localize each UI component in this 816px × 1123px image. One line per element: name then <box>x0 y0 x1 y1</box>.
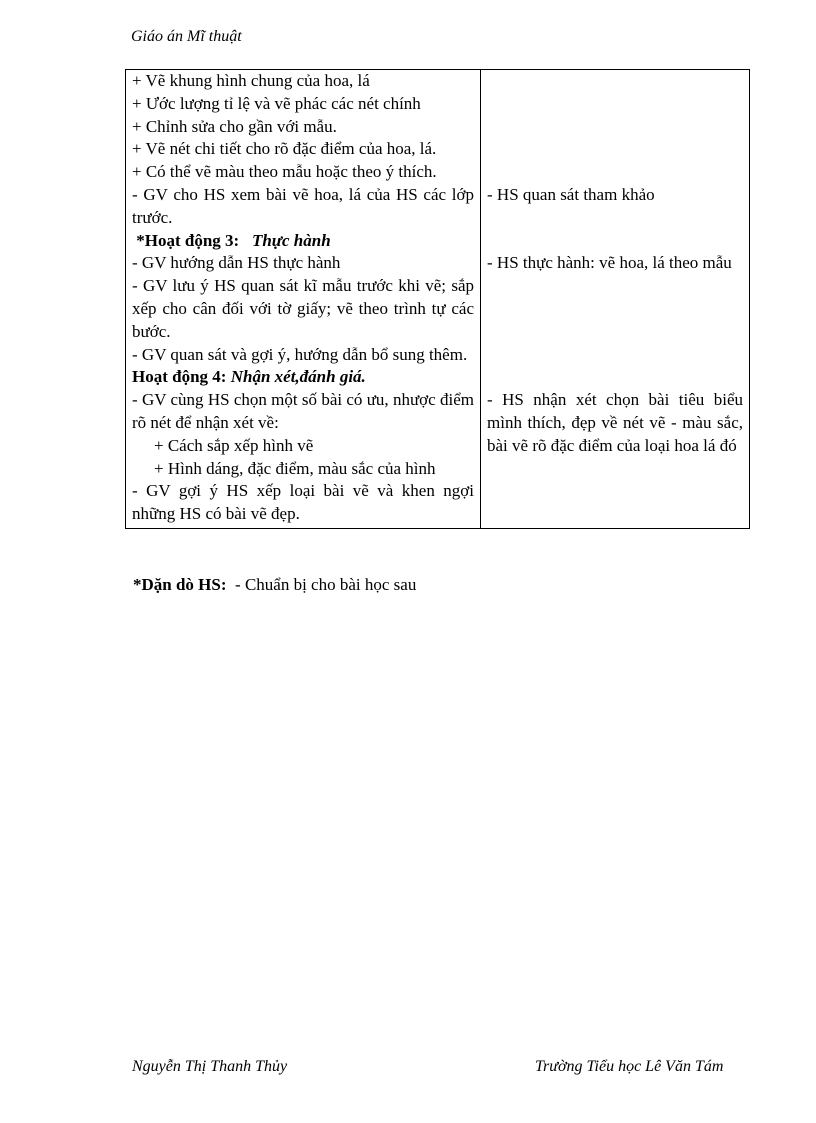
list-item: + Có thể vẽ màu theo mẫu hoặc theo ý thích. <box>132 162 437 182</box>
list-item: + Cách sắp xếp hình vẽ <box>154 435 314 455</box>
lesson-table <box>125 69 750 529</box>
list-item: + Vẽ khung hình chung của hoa, lá <box>132 71 370 90</box>
table-row <box>126 70 750 529</box>
footer-author: Nguyễn Thị Thanh Thủy <box>132 1058 288 1075</box>
list-item: + Chỉnh sửa cho gần với mẫu. <box>132 116 337 136</box>
activity-4-label: Hoạt động 4: <box>132 367 227 387</box>
student-activities-cell <box>481 70 750 529</box>
list-item: + Ước lượng tỉ lệ và vẽ phác các nét chính <box>132 93 421 113</box>
activity-3-title: Thực hành <box>251 230 331 250</box>
list-item: - GV gợi ý HS xếp loại bài vẽ và khen ngợi những HS có bài vẽ đẹp. <box>132 481 474 524</box>
list-item: - HS quan sát tham khảo <box>487 184 655 204</box>
page-header-title: Giáo án Mĩ thuật <box>131 28 242 45</box>
activity-4-title: Nhận xét,đánh giá. <box>230 367 366 387</box>
activity-3-label: *Hoạt động 3: <box>136 230 240 250</box>
list-item: + Hình dáng, đặc điểm, màu sắc của hình <box>154 458 436 478</box>
list-item: - HS nhận xét chọn bài tiêu biểu mình thích, đẹp về nét vẽ - màu sắc, bài vẽ rõ đặc điểm của loại hoa lá đó <box>487 390 743 455</box>
list-item: - GV hướng dẫn HS thực hành <box>132 253 341 273</box>
homework-label: *Dặn dò HS: <box>133 575 227 594</box>
footer-school: Trường Tiểu học Lê Văn Tám <box>535 1058 724 1075</box>
activity-4-heading <box>132 366 474 389</box>
list-item: - GV lưu ý HS quan sát kĩ mẫu trước khi vẽ; sắp xếp cho cân đối với tờ giấy; vẽ theo trình tự các bước. <box>132 276 474 341</box>
homework-note <box>133 575 416 595</box>
activity-3-heading <box>132 230 474 253</box>
list-item: + Vẽ nét chi tiết cho rõ đặc điểm của hoa, lá. <box>132 139 437 159</box>
list-item: - GV cho HS xem bài vẽ hoa, lá của HS các lớp trước. <box>132 184 474 227</box>
teacher-activities-cell <box>126 70 481 529</box>
list-item: - GV cùng HS chọn một số bài có ưu, nhược điểm rõ nét để nhận xét về: <box>132 390 474 432</box>
list-item: - GV quan sát và gợi ý, hướng dẫn bổ sung thêm. <box>132 344 468 364</box>
list-item: - HS thực hành: vẽ hoa, lá theo mẫu <box>487 253 732 273</box>
homework-text: - Chuẩn bị cho bài học sau <box>235 575 417 594</box>
